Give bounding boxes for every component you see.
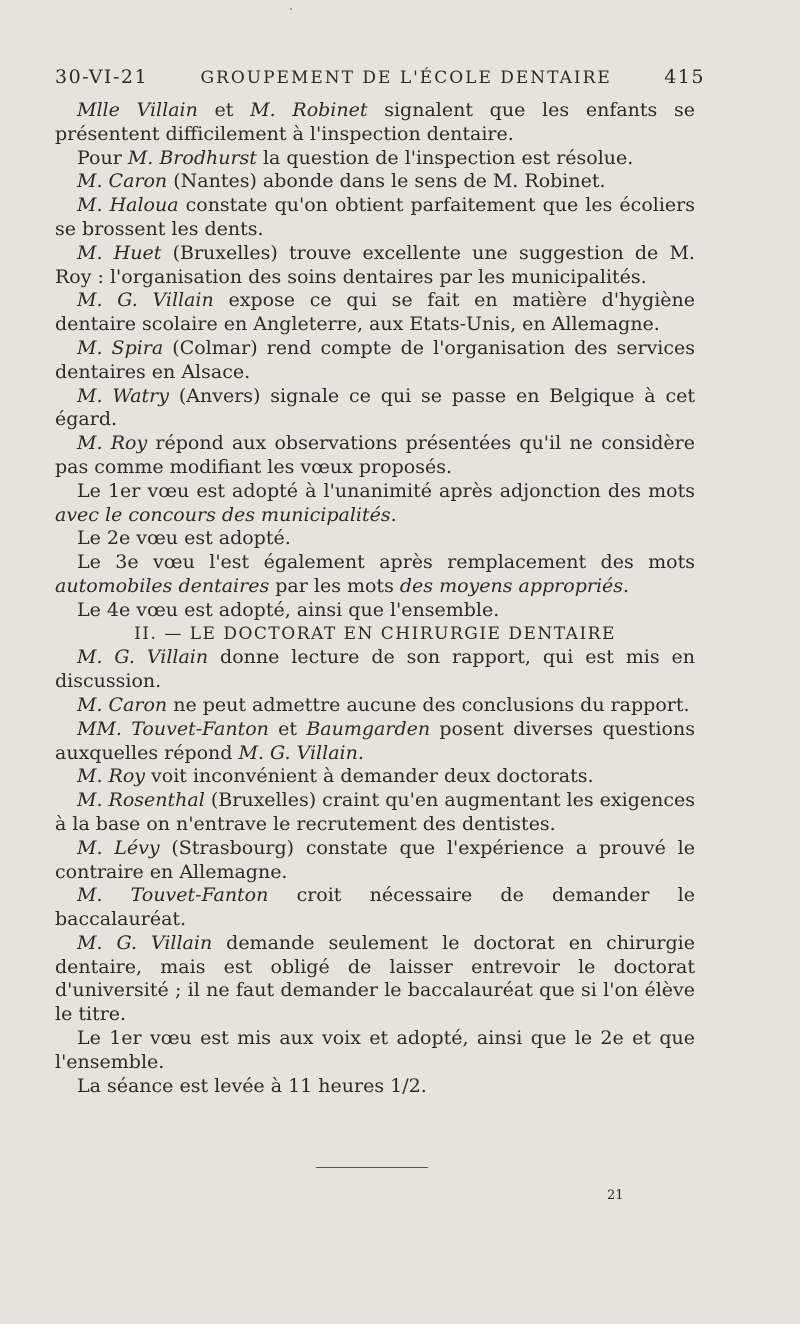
paragraph xyxy=(55,170,695,194)
italic-run: avec le concours des municipalités. xyxy=(55,503,397,526)
text-run: (Nantes) abonde dans le sens de M. Robinet. xyxy=(167,170,606,193)
paragraph xyxy=(55,694,695,718)
text-run: la question de l'inspection est résolue. xyxy=(256,146,634,169)
italic-run: M. Rosenthal xyxy=(77,789,205,812)
text-run: ne peut admettre aucune des conclusions du rapport. xyxy=(167,693,690,716)
italic-run: M. G. Villain. xyxy=(238,741,364,764)
italic-run: MM. Touvet-Fanton xyxy=(77,717,269,740)
italic-run: M. Spira xyxy=(77,336,164,359)
header-title: GROUPEMENT DE L'ÉCOLE DENTAIRE xyxy=(200,68,612,88)
header-date: 30-VI-21 xyxy=(55,66,149,88)
running-header xyxy=(55,66,705,88)
text-run: (Anvers) signale ce qui se passe en Belgique à cet égard. xyxy=(55,384,695,431)
paragraph xyxy=(55,551,695,599)
text-run: répond aux observations présentées qu'il ne considère pas comme modifiant les vœux proposés. xyxy=(55,432,695,478)
italic-run: M. Lévy xyxy=(77,836,160,859)
paragraph xyxy=(55,1027,695,1075)
text-run: La séance est levée à 11 heures 1/2. xyxy=(77,1074,427,1097)
paragraph xyxy=(55,337,695,385)
paragraph xyxy=(55,194,695,242)
text-run: (Bruxelles) craint qu'en augmentant les exigences à la base on n'entrave le recrutement des dentistes. xyxy=(55,789,695,835)
italic-run: M. Caron xyxy=(77,170,168,193)
text-run: Le 2e vœu est adopté. xyxy=(77,527,291,550)
italic-run: Baumgarden xyxy=(306,717,431,740)
italic-run: M. Robinet xyxy=(250,99,368,121)
text-run: Le 4e vœu est adopté, ainsi que l'ensemble. xyxy=(77,598,500,621)
paragraph xyxy=(55,599,695,623)
paragraph xyxy=(55,837,695,885)
text-run: demande seulement le doctorat en chirurgie dentaire, mais est obligé de laisser entrevoir le doctorat d'université ; il ne faut demander le baccalauréat que si l'on élève le titre. xyxy=(55,931,695,1026)
italic-run: M. Roy xyxy=(77,765,146,788)
end-rule xyxy=(316,1167,428,1168)
text-run: (Bruxelles) trouve excellente une suggestion de M. Roy : l'organisation des soins dentaires par les municipalités. xyxy=(55,241,695,288)
discussion-section-2 xyxy=(55,646,695,1098)
paragraph xyxy=(55,432,695,480)
text-run: signalent que les enfants se présentent difficilement à l'inspection dentaire. xyxy=(55,99,696,145)
text-run: par les mots xyxy=(269,574,400,597)
italic-run: M. Haloua xyxy=(77,194,179,217)
italic-run: Mlle Villain xyxy=(77,99,198,121)
italic-run: automobiles dentaires xyxy=(55,574,270,597)
paragraph xyxy=(55,289,695,337)
italic-run: M. Watry xyxy=(77,384,169,407)
italic-run: M. G. Villain xyxy=(77,289,214,312)
text-run: donne lecture de son rapport, qui est mis en discussion. xyxy=(55,646,696,693)
paragraph xyxy=(55,884,695,932)
page-speck xyxy=(290,8,292,10)
italic-run: des moyens appropriés. xyxy=(399,574,630,597)
text-run: Pour xyxy=(77,146,128,169)
text-run: croit nécessaire de demander le baccalauréat. xyxy=(55,884,696,931)
italic-run: M. Brodhurst xyxy=(127,146,257,169)
italic-run: M. G. Villain xyxy=(77,931,213,954)
text-run: Le 1er vœu est adopté à l'unanimité après adjonction des mots xyxy=(77,479,695,502)
text-run: voit inconvénient à demander deux doctorats. xyxy=(145,765,594,788)
paragraph xyxy=(55,1075,695,1099)
italic-run: M. Touvet-Fanton xyxy=(77,884,269,907)
paragraph xyxy=(55,765,695,789)
paragraph xyxy=(55,932,695,1027)
text-run: Le 3e vœu l'est également après remplacement des mots xyxy=(77,551,695,574)
paragraph xyxy=(55,527,695,551)
paragraph xyxy=(55,480,695,528)
text-run: expose ce qui se fait en matière d'hygiène dentaire scolaire en Angleterre, aux Etats-Unis, en Allemagne. xyxy=(55,289,695,336)
paragraph xyxy=(55,718,695,766)
body-text xyxy=(55,99,695,1098)
italic-run: M. Huet xyxy=(77,241,162,264)
italic-run: M. Caron xyxy=(77,693,168,716)
section-heading: II. — LE DOCTORAT EN CHIRURGIE DENTAIRE xyxy=(134,623,616,644)
text-run: (Strasbourg) constate que l'expérience a prouvé le contraire en Allemagne. xyxy=(55,836,695,883)
text-run: (Colmar) rend compte de l'organisation des services dentaires en Alsace. xyxy=(55,336,696,383)
page-number: 415 xyxy=(664,66,705,88)
signature-mark: 21 xyxy=(607,1188,624,1203)
text-run: constate qu'on obtient parfaitement que les écoliers se brossent les dents. xyxy=(55,194,695,240)
text-run: Le 1er vœu est mis aux voix et adopté, ainsi que le 2e et que l'ensemble. xyxy=(55,1027,695,1073)
paragraph xyxy=(55,99,695,147)
italic-run: M. Roy xyxy=(77,432,148,455)
paragraph xyxy=(55,242,695,290)
paragraph xyxy=(55,646,695,694)
text-run: posent diverses questions auxquelles répond xyxy=(55,717,695,764)
text-run: et xyxy=(197,99,251,121)
discussion-section-1 xyxy=(55,99,695,623)
paragraph xyxy=(55,789,695,837)
paragraph xyxy=(55,147,695,171)
paragraph xyxy=(55,385,695,433)
text-run: et xyxy=(268,717,307,740)
italic-run: M. G. Villain xyxy=(77,646,209,669)
